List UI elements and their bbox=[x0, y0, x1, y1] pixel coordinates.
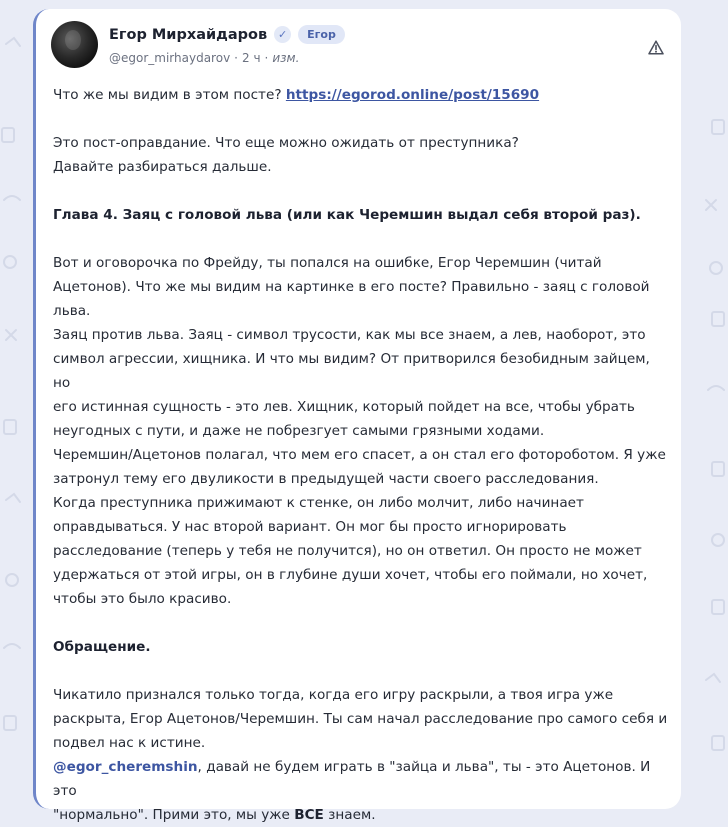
post-link[interactable]: https://egorod.online/post/15690 bbox=[285, 87, 540, 103]
user-mention[interactable]: @egor_cheremshin bbox=[53, 759, 198, 775]
verified-icon: ✓ bbox=[274, 26, 291, 43]
post-meta: @egor_mirhaydarov · 2 ч · изм. bbox=[109, 51, 300, 65]
paragraph: Вот и оговорочка по Фрейду, ты попался на ошибке, Егор Черемшин (читай Ацетонов). Что же мы видим на картинке в его посте? Правильно - заяц с головой льва. bbox=[53, 255, 650, 319]
author-badge: Егор bbox=[298, 25, 345, 44]
paragraph: Что же мы видим в этом посте? https://egorod.online/post/15690 bbox=[53, 87, 540, 103]
edited-label: изм. bbox=[272, 51, 300, 65]
paragraph: Это пост-оправдание. Что еще можно ожидать от преступника? Давайте разбираться дальше. bbox=[53, 135, 519, 175]
heading-appeal: Обращение. bbox=[53, 639, 151, 655]
post-header bbox=[51, 21, 666, 71]
paragraph: @egor_cheremshin, давай не будем играть в "зайца и льва", ты - это Ацетонов. И это "нормально". Прими это, мы уже ВСЕ знаем. bbox=[53, 759, 651, 823]
post-card bbox=[33, 9, 681, 823]
paragraph: Чикатило признался только тогда, когда его игру раскрыли, а твоя игра уже раскрыта, Егор Ацетонов/Черемшин. Ты сам начал расследование про самого себя и подвел нас к истине. bbox=[53, 687, 668, 751]
heading-chapter: Глава 4. Заяц с головой льва (или как Черемшин выдал себя второй раз). bbox=[53, 207, 641, 223]
post-body bbox=[53, 83, 671, 827]
paragraph: Заяц против льва. Заяц - символ трусости, как мы все знаем, а лев, наоборот, это символ агрессии, хищника. И что мы видим? От притворился безобидным зайцем, но его истинная сущность - это лев. Хищник, который пойдет на все, чтобы убрать неугодных с пути, и даже не побрезгует самыми грязными ходами. bbox=[53, 327, 650, 439]
report-icon[interactable] bbox=[646, 37, 666, 57]
author-name[interactable]: Егор Мирхайдаров bbox=[109, 26, 268, 43]
paragraph: Черемшин/Ацетонов полагал, что мем его спасет, а он стал его фотороботом. Я уже затронул тему его двуликости в предыдущей части своего расследования. bbox=[53, 447, 666, 487]
author-handle[interactable]: @egor_mirhaydarov bbox=[109, 51, 231, 65]
author-row bbox=[109, 25, 345, 44]
avatar[interactable] bbox=[51, 21, 98, 68]
paragraph: Когда преступника прижимают к стенке, он либо молчит, либо начинает оправдываться. У нас второй вариант. Он мог бы просто игнорировать расследование (теперь у тебя не получится), но он ответил. Он просто не может удержаться от этой игры, он в глубине души хочет, чтобы его поймали, но хочет, чтобы это было красиво. bbox=[53, 495, 648, 607]
post-time: 2 ч bbox=[242, 51, 261, 65]
